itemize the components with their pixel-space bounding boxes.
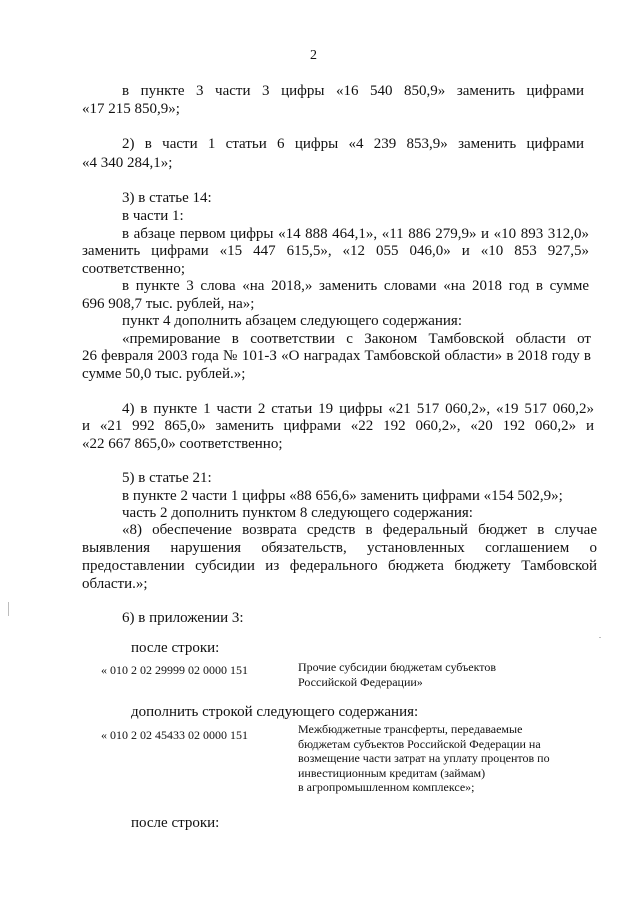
item4-line3: «22 667 865,0» соответственно; bbox=[82, 436, 283, 452]
item3-p1-line2: заменить цифрами «15 447 615,5», «12 055 046,0» и «10 853 927,5» bbox=[82, 243, 589, 259]
row1-description bbox=[298, 660, 558, 689]
item3-p4-line3: сумме 50,0 тыс. рублей.»; bbox=[82, 366, 246, 382]
item3-p4-line2: 26 февраля 2003 года № 101-З «О наградах Тамбовской области» в 2018 году в bbox=[82, 348, 591, 364]
item4-line2: и «21 992 865,0» заменить цифрами «22 192 060,2», «20 192 060,2» и bbox=[82, 418, 594, 434]
scan-artifact-dot bbox=[599, 637, 601, 638]
item5-p3-line1: «8) обеспечение возврата средств в федеральный бюджет в случае bbox=[122, 522, 597, 538]
item6-add-row-label: дополнить строкой следующего содержания: bbox=[131, 704, 419, 720]
row2-desc-line5: в агропромышленном комплексе»; bbox=[298, 780, 475, 794]
item3-subheading: в части 1: bbox=[122, 208, 184, 224]
item3-p3: пункт 4 дополнить абзацем следующего содержания: bbox=[122, 313, 462, 329]
row1-code: « 010 2 02 29999 02 0000 151 bbox=[101, 663, 248, 677]
row2-desc-line4: инвестиционным кредитам (займам) bbox=[298, 765, 486, 780]
item1-line1: в пункте 3 части 3 цифры «16 540 850,9» заменить цифрами bbox=[122, 83, 584, 99]
item2-line2: «4 340 284,1»; bbox=[82, 155, 173, 171]
item6-after-row-label: после строки: bbox=[131, 640, 220, 656]
row2-desc-line1: Межбюджетные трансферты, передаваемые bbox=[298, 722, 523, 736]
item5-heading: 5) в статье 21: bbox=[122, 470, 212, 486]
item5-p2: часть 2 дополнить пунктом 8 следующего содержания: bbox=[122, 505, 473, 521]
item3-p2-line1: в пункте 3 слова «на 2018,» заменить словами «на 2018 год в сумме bbox=[122, 278, 589, 294]
item5-p1: в пункте 2 части 1 цифры «88 656,6» заменить цифрами «154 502,9»; bbox=[122, 488, 563, 504]
item4-line1: 4) в пункте 1 части 2 статьи 19 цифры «21 517 060,2», «19 517 060,2» bbox=[122, 401, 594, 417]
item6-heading: 6) в приложении 3: bbox=[122, 610, 244, 626]
item3-p4-line1: «премирование в соответствии с Законом Тамбовской области от bbox=[122, 331, 591, 347]
item5-p3-line4: области.»; bbox=[82, 576, 148, 592]
item5-p3-line3: предоставлении субсидии из федерального бюджета бюджету Тамбовской bbox=[82, 558, 597, 574]
row2-code: « 010 2 02 45433 02 0000 151 bbox=[101, 728, 248, 742]
row2-description bbox=[298, 722, 588, 795]
item6-after-row2-label: после строки: bbox=[131, 815, 220, 831]
item2-line1: 2) в части 1 статьи 6 цифры «4 239 853,9» заменить цифрами bbox=[122, 136, 584, 152]
item5-p3-line2: выявления нарушения обязательств, установленных соглашением о bbox=[82, 540, 597, 556]
page-number: 2 bbox=[310, 48, 317, 63]
item3-p1-line3: соответственно; bbox=[82, 261, 185, 277]
item3-heading: 3) в статье 14: bbox=[122, 190, 212, 206]
item1-line2: «17 215 850,9»; bbox=[82, 101, 180, 117]
row2-desc-line3: возмещение части затрат на уплату процентов по bbox=[298, 751, 550, 765]
row1-desc-line1: Прочие субсидии бюджетам субъектов bbox=[298, 660, 497, 674]
item3-p2-line2: 696 908,7 тыс. рублей, на»; bbox=[82, 296, 255, 312]
scan-artifact-mark bbox=[8, 602, 9, 616]
row2-desc-line2: бюджетам субъектов Российской Федерации на bbox=[298, 736, 541, 751]
item3-p1-line1: в абзаце первом цифры «14 888 464,1», «11 886 279,9» и «10 893 312,0» bbox=[122, 226, 589, 242]
row1-desc-line2: Российской Федерации» bbox=[298, 674, 423, 689]
